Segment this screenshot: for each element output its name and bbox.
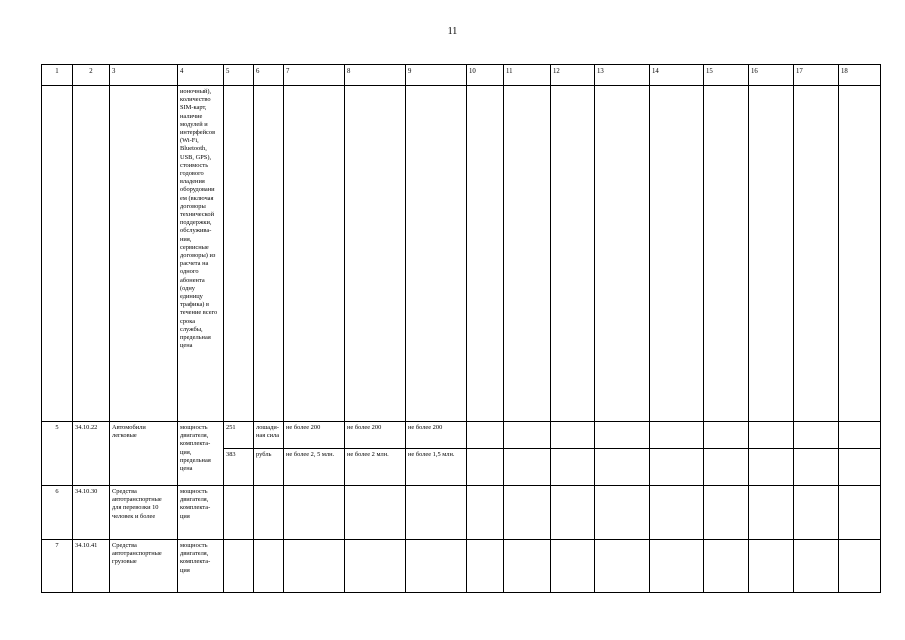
header-cell: 11	[504, 65, 551, 86]
item-name: Средства автотранспортные грузовые	[110, 540, 178, 593]
characteristics-cell: ионочный), количество SIM-карт, наличие модулей и интерфейсов (Wi-Fi, Bluetooth, USB, GPS), стоимость годового владения оборудовани ем (включая договоры технической поддержки, обслужива- ния, сервисные договоры) из расчета на одного абонента (одну единицу трафика) в течение всего срока службы, предельная цена	[178, 86, 224, 422]
header-cell: 10	[467, 65, 504, 86]
okei-code: 383	[224, 449, 254, 486]
value-cell: не более 2, 5 млн.	[284, 449, 345, 486]
row-number: 6	[42, 486, 73, 540]
table-row	[42, 86, 881, 422]
unit-name: рубль	[254, 449, 284, 486]
row-number: 7	[42, 540, 73, 593]
okei-code: 251	[224, 422, 254, 449]
header-cell: 7	[284, 65, 345, 86]
value-cell: не более 200	[345, 422, 406, 449]
header-cell: 16	[749, 65, 794, 86]
characteristics-cell: мощность двигателя, комплекта- ция	[178, 540, 224, 593]
table-row	[42, 540, 881, 593]
header-cell: 4	[178, 65, 224, 86]
header-cell: 12	[551, 65, 595, 86]
header-cell: 15	[704, 65, 749, 86]
header-cell: 2	[73, 65, 110, 86]
item-name: Автомобили легковые	[110, 422, 178, 486]
value-cell: не более 1,5 млн.	[406, 449, 467, 486]
column-number-row	[42, 65, 881, 86]
value-cell: не более 2 млн.	[345, 449, 406, 486]
characteristics-cell: мощность двигателя, комплекта- ция	[178, 486, 224, 540]
page-number: 11	[447, 26, 458, 37]
header-cell: 14	[650, 65, 704, 86]
table-row	[42, 422, 881, 449]
okpd-code: 34.10.41	[73, 540, 110, 593]
value-cell: не более 200	[284, 422, 345, 449]
header-cell: 5	[224, 65, 254, 86]
unit-name: лошади- ная сила	[254, 422, 284, 449]
header-cell: 3	[110, 65, 178, 86]
item-name: Средства автотранспортные для перевозки 10 человек и более	[110, 486, 178, 540]
row-number: 5	[42, 422, 73, 486]
header-cell: 17	[794, 65, 839, 86]
header-cell: 13	[595, 65, 650, 86]
characteristics-cell: мощность двигателя, комплекта- ция, предельная цена	[178, 422, 224, 486]
requirements-table	[41, 64, 881, 593]
okpd-code: 34.10.30	[73, 486, 110, 540]
header-cell: 6	[254, 65, 284, 86]
table-row	[42, 486, 881, 540]
header-cell: 18	[839, 65, 881, 86]
okpd-code: 34.10.22	[73, 422, 110, 486]
header-cell: 1	[42, 65, 73, 86]
header-cell: 8	[345, 65, 406, 86]
header-cell: 9	[406, 65, 467, 86]
value-cell: не более 200	[406, 422, 467, 449]
